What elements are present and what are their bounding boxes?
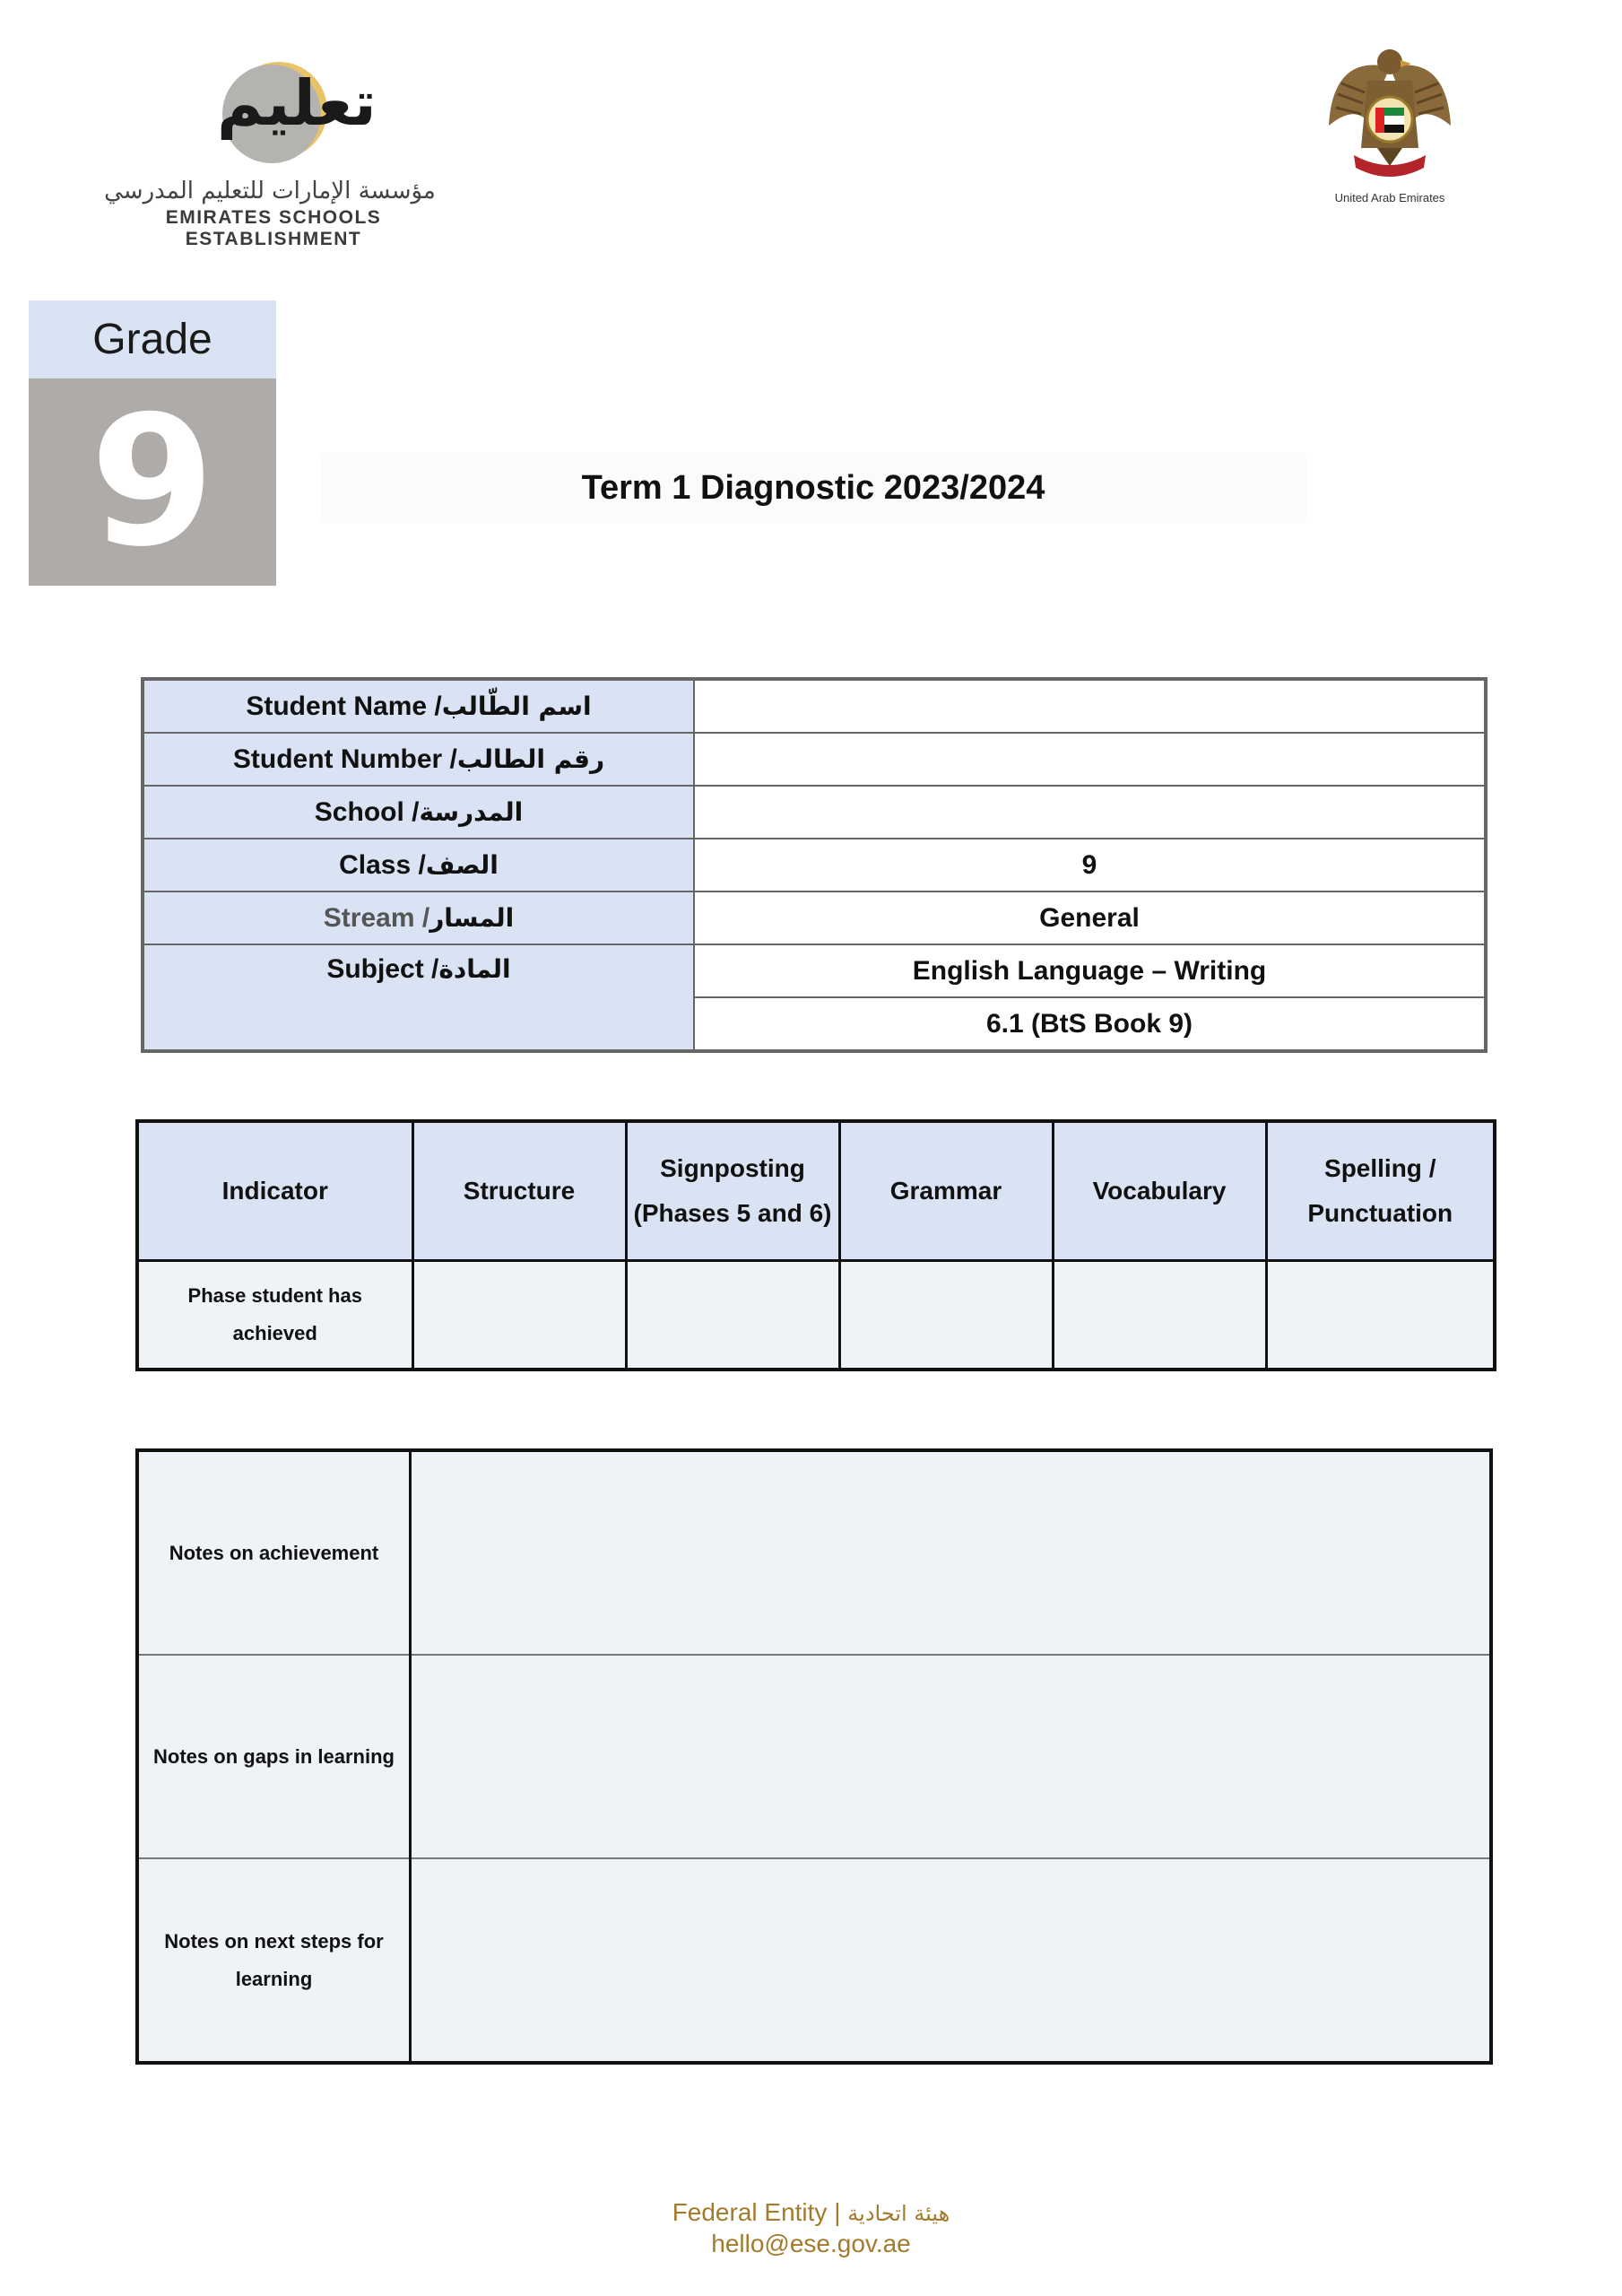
grammar-cell[interactable] [839, 1261, 1053, 1370]
footer-entity: Federal Entity | [672, 2198, 841, 2226]
class-label-en: Class / [339, 849, 426, 880]
notes-next-steps-label-line1: Notes on next steps for [164, 1929, 384, 1952]
student-number-field[interactable] [694, 733, 1486, 786]
grammar-header: Grammar [839, 1121, 1053, 1261]
student-info-table [141, 677, 1488, 1053]
footer [0, 2197, 1622, 2259]
student-name-label-ar: اسم الطّالب [441, 691, 592, 721]
notes-gaps-label-line1: Notes on gaps in learning [153, 1744, 395, 1768]
signposting-header-line2: (Phases 5 and 6) [633, 1199, 832, 1227]
notes-gaps-label [137, 1655, 411, 1858]
notes-next-steps-field[interactable] [411, 1858, 1492, 2063]
spelling-header-line1: Spelling / [1324, 1154, 1436, 1182]
phase-achieved-label [137, 1261, 412, 1370]
info-row-school [143, 786, 1486, 839]
vocabulary-cell[interactable] [1053, 1261, 1266, 1370]
phase-achieved-row [137, 1261, 1495, 1370]
subject-unit-value: 6.1 (BtS Book 9) [694, 997, 1486, 1051]
info-row-subject [143, 944, 1486, 997]
ese-logo-arabic-text: مؤسسة الإمارات للتعليم المدرسي [104, 178, 436, 204]
student-name-label-en: Student Name / [246, 691, 442, 721]
class-value: 9 [694, 839, 1486, 891]
grade-label: Grade [29, 300, 276, 378]
school-label [143, 786, 694, 839]
uae-emblem [1318, 40, 1462, 211]
school-label-ar: المدرسة [419, 796, 524, 827]
spelling-punctuation-header [1266, 1121, 1495, 1261]
student-number-label-ar: رقم الطالب [456, 744, 605, 774]
footer-entity-ar: هيئة اتحادية [847, 2201, 950, 2226]
student-number-label-en: Student Number / [232, 744, 457, 774]
stream-label-ar: المسار [429, 902, 515, 933]
phase-achieved-label-line1: Phase student has [187, 1284, 362, 1307]
school-label-en: School / [314, 796, 420, 827]
footer-email[interactable]: hello@ese.gov.ae [711, 2230, 911, 2257]
student-name-label [143, 679, 694, 733]
page-title: Term 1 Diagnostic 2023/2024 [320, 453, 1306, 523]
info-row-stream [143, 891, 1486, 944]
notes-achievement-field[interactable] [411, 1450, 1492, 1655]
notes-achievement-label-line1: Notes on achievement [169, 1541, 379, 1564]
notes-table [135, 1448, 1493, 2065]
footer-entity-line [0, 2197, 1622, 2229]
signposting-header-line1: Signposting [660, 1154, 805, 1182]
notes-gaps-row [137, 1655, 1491, 1858]
structure-header: Structure [412, 1121, 626, 1261]
ese-logo-arabic-mark: تعليم [217, 66, 377, 140]
ese-logo-english-text: EMIRATES SCHOOLS ESTABLISHMENT [165, 207, 382, 249]
subject-label [143, 944, 694, 1051]
indicator-header-row [137, 1121, 1495, 1261]
spelling-punctuation-cell[interactable] [1266, 1261, 1495, 1370]
signposting-cell[interactable] [626, 1261, 839, 1370]
grade-tile [29, 300, 276, 586]
stream-label-en: Stream / [323, 902, 430, 933]
info-row-student-name [143, 679, 1486, 733]
grade-number: 9 [29, 378, 276, 586]
school-field[interactable] [694, 786, 1486, 839]
notes-next-steps-row [137, 1858, 1491, 2063]
spelling-header-line2: Punctuation [1307, 1199, 1453, 1227]
signposting-header [626, 1121, 839, 1261]
stream-value: General [694, 891, 1486, 944]
stream-label [143, 891, 694, 944]
notes-next-steps-label [137, 1858, 411, 2063]
info-row-class [143, 839, 1486, 891]
student-name-field[interactable] [694, 679, 1486, 733]
notes-achievement-row [137, 1450, 1491, 1655]
info-row-student-number [143, 733, 1486, 786]
uae-emblem-caption: United Arab Emirates [1334, 191, 1445, 204]
notes-next-steps-label-line2: learning [235, 1967, 313, 1990]
falcon-emblem-icon [1318, 40, 1462, 188]
class-label-ar: الصف [425, 849, 499, 880]
indicator-table [135, 1119, 1496, 1371]
phase-achieved-label-line2: achieved [232, 1322, 317, 1344]
structure-cell[interactable] [412, 1261, 626, 1370]
subject-label-ar: المادة [438, 954, 511, 984]
notes-achievement-label [137, 1450, 411, 1655]
student-number-label [143, 733, 694, 786]
vocabulary-header: Vocabulary [1053, 1121, 1266, 1261]
indicator-header: Indicator [137, 1121, 412, 1261]
ese-logo [94, 54, 453, 249]
subject-label-en: Subject / [326, 954, 439, 984]
subject-value: English Language – Writing [694, 944, 1486, 997]
notes-gaps-field[interactable] [411, 1655, 1492, 1858]
class-label [143, 839, 694, 891]
